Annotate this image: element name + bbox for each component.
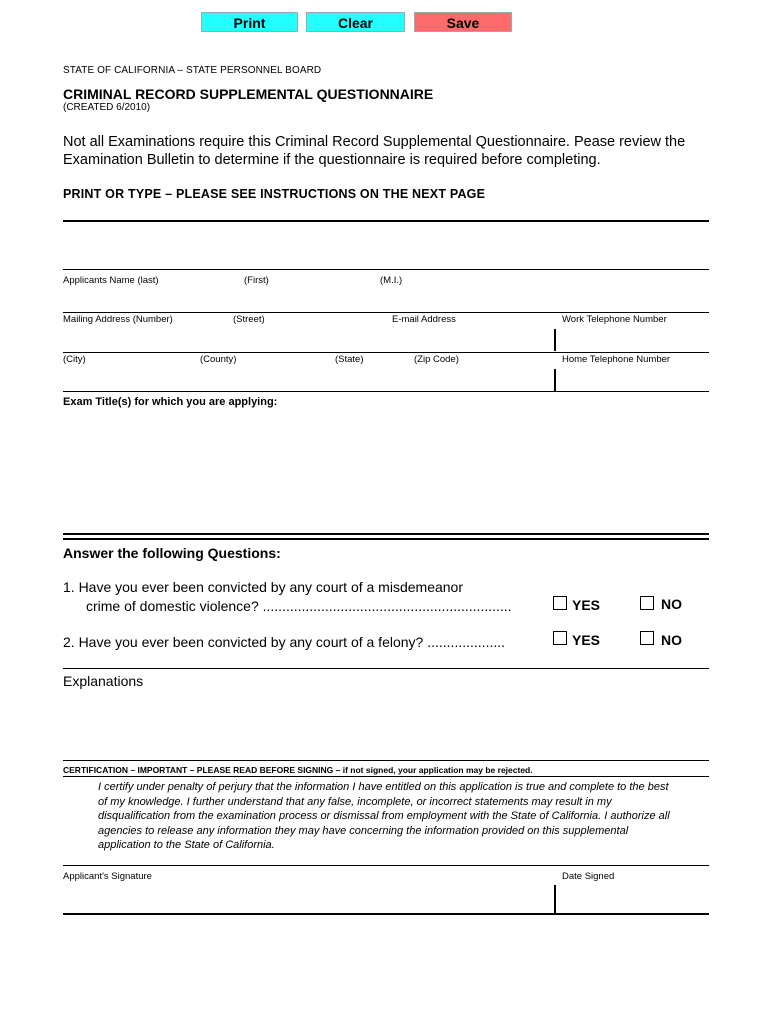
divider [63, 391, 709, 392]
email-label: E-mail Address [392, 314, 456, 325]
work-phone-input[interactable] [560, 331, 709, 351]
zip-label: (Zip Code) [414, 354, 459, 365]
q2-no-checkbox[interactable] [640, 631, 654, 645]
q2-no-label: NO [661, 632, 682, 648]
q1-no-label: NO [661, 596, 682, 612]
q2-yes-label: YES [572, 632, 601, 648]
question-2: 2. Have you ever been convicted by any court of a felony? .................... [63, 634, 506, 650]
name-mi-label: (M.I.) [380, 275, 403, 286]
home-phone-input[interactable] [560, 371, 709, 391]
question-1-line1: 1. Have you ever been convicted by any court of a misdemeanor [63, 579, 463, 595]
question-1-line2: crime of domestic violence? ................................................................ [86, 598, 512, 614]
city-label: (City) [63, 354, 86, 365]
q1-yes-checkbox[interactable] [553, 596, 567, 610]
exam-titles-input[interactable] [63, 412, 707, 532]
field-separator [554, 369, 556, 391]
mailing-address-input[interactable] [63, 290, 707, 310]
divider [63, 865, 709, 866]
divider [63, 668, 709, 669]
divider [63, 776, 709, 777]
divider [63, 269, 709, 270]
date-signed-input[interactable] [560, 890, 709, 912]
certification-text: I certify under penalty of perjury that the information I have entitled on this application is true and complete to the best of my knowledge. I further understand that any false, incomplete, or incorrect statements may result in my disqualification from the examination process or dismissal from employment with the State of California. I authorize all agencies to release any information they may have concerning the information provided on this supplemental application to the State of California. [98, 781, 670, 851]
exam-titles-label: Exam Title(s) for which you are applying: [63, 396, 278, 408]
email-input[interactable] [63, 331, 552, 351]
field-separator [554, 885, 556, 913]
explanations-label: Explanations [63, 673, 144, 689]
divider [63, 538, 709, 540]
work-phone-label: Work Telephone Number [562, 314, 667, 325]
q2-yes-checkbox[interactable] [553, 631, 567, 645]
q1-no-checkbox[interactable] [640, 596, 654, 610]
name-first-label: (First) [244, 275, 269, 286]
instruction-text: PRINT OR TYPE – PLEASE SEE INSTRUCTIONS ON THE NEXT PAGE [63, 187, 486, 201]
field-separator [554, 329, 556, 351]
created-date: (CREATED 6/2010) [63, 102, 151, 113]
divider [63, 533, 709, 535]
q1-yes-label: YES [572, 597, 601, 613]
state-label: (State) [335, 354, 364, 365]
certification-heading: CERTIFICATION – IMPORTANT – PLEASE READ BEFORE SIGNING – if not signed, your application may be rejected. [63, 765, 533, 775]
save-button[interactable]: Save [414, 12, 512, 32]
signature-input[interactable] [63, 890, 552, 912]
address-city-input[interactable] [63, 371, 552, 391]
questions-heading: Answer the following Questions: [63, 545, 281, 561]
name-last-label: Applicants Name (last) [63, 275, 159, 286]
street-label: (Street) [233, 314, 265, 325]
home-phone-label: Home Telephone Number [562, 354, 671, 365]
print-button[interactable]: Print [201, 12, 298, 32]
divider [63, 352, 709, 353]
agency-name: STATE OF CALIFORNIA – STATE PERSONNEL BOARD [63, 65, 322, 76]
form-title: CRIMINAL RECORD SUPPLEMENTAL QUESTIONNAIRE [63, 86, 434, 102]
clear-button[interactable]: Clear [306, 12, 405, 32]
applicant-name-input[interactable] [63, 245, 707, 267]
divider [63, 220, 709, 222]
divider [63, 913, 709, 915]
divider [63, 312, 709, 313]
divider [63, 760, 709, 761]
county-label: (County) [200, 354, 237, 365]
explanations-input[interactable] [63, 692, 707, 760]
signature-label: Applicant's Signature [63, 871, 152, 882]
intro-text: Not all Examinations require this Criminal Record Supplemental Questionnaire. Pease review the Examination Bulletin to determine if the questionnaire is required before completing. [63, 134, 686, 168]
mailing-number-label: Mailing Address (Number) [63, 314, 173, 325]
date-signed-label: Date Signed [562, 871, 615, 882]
